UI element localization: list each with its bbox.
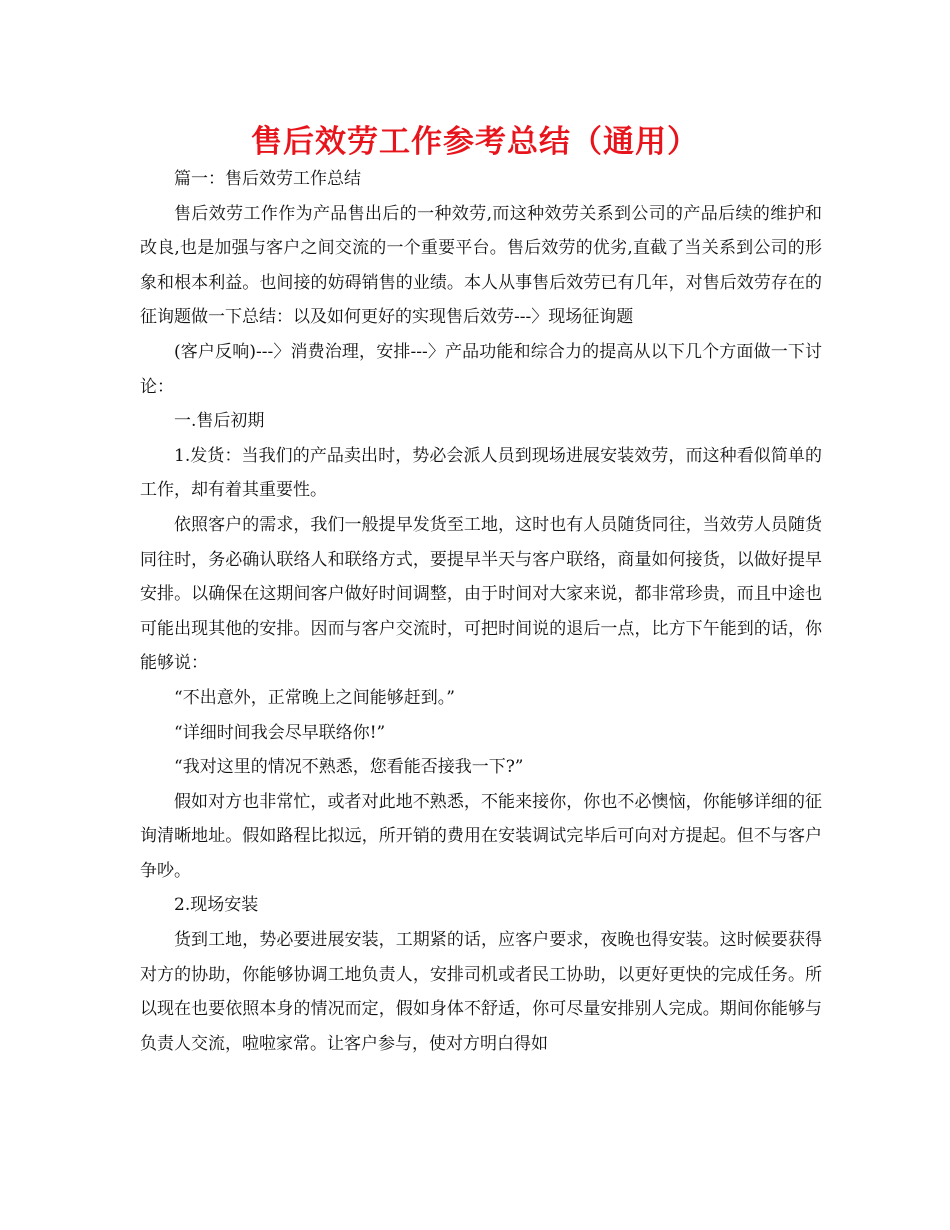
paragraph: 依照客户的需求，我们一般提早发货至工地，这时也有人员随货同往，当效劳人员随货同往时，务必确认联络人和联络方式，要提早半天与客户联络，商量如何接货，以做好提早安排。以确保在这期间客户做好时间调整，由于时间对大家来说，都非常珍贵，而且中途也可能出现其他的安排。因而与客户交流时，可把时间说的退后一点，比方下午能到的话，你能够说： xyxy=(140,514,822,674)
paragraph: 1.发货：当我们的产品卖出时，势必会派人员到现场进展安装效劳，而这种看似简单的工作，却有着其重要性。 xyxy=(140,445,822,501)
quote-line: “我对这里的情况不熟悉，您看能否接我一下?” xyxy=(174,757,524,778)
section-heading: 2.现场安装 xyxy=(174,895,259,916)
document-body xyxy=(140,162,822,1061)
quote-line: “详细时间我会尽早联络你!” xyxy=(174,722,386,743)
document-title: 售后效劳工作参考总结（通用） xyxy=(251,124,699,160)
paragraph: (客户反响)---〉消费治理，安排---〉产品功能和综合力的提高从以下几个方面做一下讨论： xyxy=(140,341,822,397)
quote-line: “不出意外，正常晚上之间能够赶到。” xyxy=(174,687,455,708)
section-heading: 篇一：售后效劳工作总结 xyxy=(174,169,361,189)
section-heading: 一.售后初期 xyxy=(174,411,265,432)
paragraph: 货到工地，势必要进展安装，工期紧的话，应客户要求，夜晚也得安装。这时候要获得对方的协助，你能够协调工地负责人，安排司机或者民工协助，以更好更快的完成任务。所以现在也要依照本身的情况而定，假如身体不舒适，你可尽量安排别人完成。期间你能够与负责人交流，啦啦家常。让客户参与，使对方明白得如 xyxy=(140,930,822,1054)
paragraph: 假如对方也非常忙，或者对此地不熟悉，不能来接你，你也不必懊恼，你能够详细的征询清晰地址。假如路程比拟远，所开销的费用在安装调试完毕后可向对方提起。但不与客户争吵。 xyxy=(140,791,822,881)
paragraph: 售后效劳工作作为产品售出后的一种效劳,而这种效劳关系到公司的产品后续的维护和改良,也是加强与客户之间交流的一个重要平台。售后效劳的优劣,直截了当关系到公司的形象和根本利益。也间接的妨碍销售的业绩。本人从事售后效劳已有几年，对售后效劳存在的征询题做一下总结：以及如何更好的实现售后效劳---〉现场征询题 xyxy=(140,203,822,328)
